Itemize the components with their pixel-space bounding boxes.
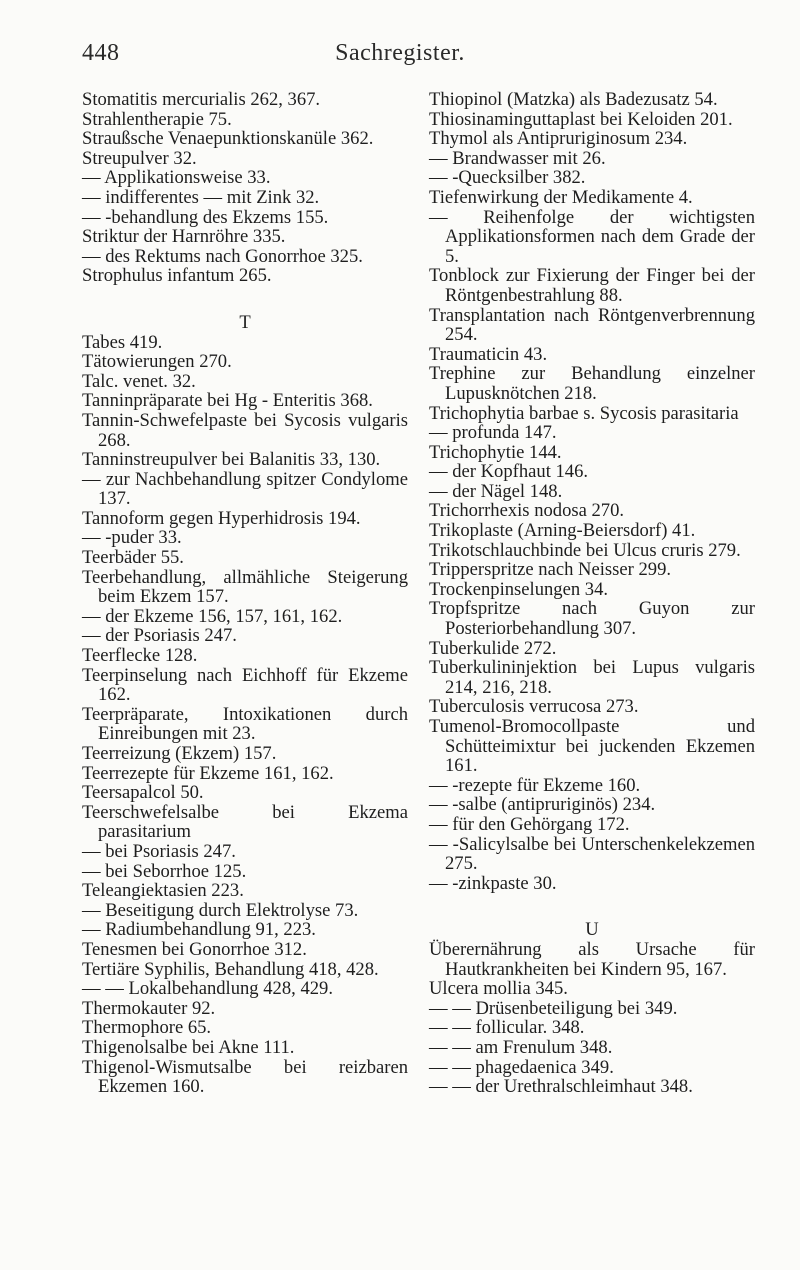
index-entry: — bei Psoriasis 247. [82,840,236,862]
index-entry: Teerpinselung nach Eichhoff für Ekzeme 162. [82,664,408,706]
index-entry: — der Nägel 148. [429,480,563,502]
index-entry: Teerflecke 128. [82,645,198,667]
index-entry: Thiosinaminguttaplast bei Keloiden 201. [429,108,733,130]
index-entry: — — der Urethralschleimhaut 348. [429,1076,693,1098]
index-entry: — -Quecksilber 382. [429,167,586,189]
page-title: Sachregister. [335,40,465,66]
index-entry: Teerpräparate, Intoxikationen durch Einreibungen mit 23. [82,703,408,745]
index-entry: Tonblock zur Fixierung der Finger bei der Röntgenbestrahlung 88. [429,265,755,306]
index-entry: — der Kopfhaut 146. [429,461,589,483]
index-entry: Trikoplaste (Arning-Beiersdorf) 41. [429,520,696,542]
index-entry: — der Ekzeme 156, 157, 161, 162. [82,605,343,627]
index-entry: Strahlentherapie 75. [82,108,232,130]
index-entry: Strophulus infantum 265. [82,265,272,287]
section-gap [429,893,755,920]
index-entry: Tripperspritze nach Neisser 299. [429,559,672,581]
section-letter: T [239,311,251,333]
index-entry: — Radiumbehandlung 91, 223. [82,919,316,941]
index-entry: Trichophytie 144. [429,441,562,463]
index-entry: Straußsche Venaepunktionskanüle 362. [82,128,374,150]
index-entry: Thigenol-Wismutsalbe bei reizbaren Ekzemen 160. [82,1056,408,1098]
index-entry: — -zinkpaste 30. [429,872,557,894]
index-entry: — -behandlung des Ekzems 155. [82,206,329,228]
index-entry: — Brandwasser mit 26. [429,147,606,169]
index-entry: Trichorrhexis nodosa 270. [429,500,625,522]
index-entry: — für den Gehörgang 172. [429,813,630,835]
section-gap [82,286,408,313]
index-entry: Teerreizung (Ekzem) 157. [82,743,277,764]
index-entry: Tanninstreupulver bei Balanitis 33, 130. [82,449,381,471]
page-header [0,40,800,70]
index-entry: — profunda 147. [429,422,557,444]
index-entry: — — Drüsenbeteiligung bei 349. [429,997,678,1019]
index-entry: Traumaticin 43. [429,343,548,365]
index-column-left [82,90,408,1097]
index-entry: — zur Nachbehandlung spitzer Condylome 137. [82,468,408,510]
index-entry: — — am Frenulum 348. [429,1036,613,1058]
page-number: 448 [82,40,120,66]
index-entry: — des Rektums nach Gonorrhoe 325. [82,245,363,267]
index-entry: Teerbehandlung, allmähliche Steigerung beim Ekzem 157. [82,566,408,608]
index-entry: — Beseitigung durch Elektrolyse 73. [82,899,359,921]
index-entry: Tuberkulininjektion bei Lupus vulgaris 214, 216, 218. [429,657,755,698]
index-entry: Stomatitis mercurialis 262, 367. [82,89,321,110]
index-entry: Streupulver 32. [82,147,197,169]
section-letter: U [585,919,599,941]
index-entry: — Reihenfolge der wichtigsten Applikationsformen nach dem Grade der 5. [429,206,755,267]
index-entry: — — phagedaenica 349. [429,1056,614,1078]
index-entry: — -Salicylsalbe bei Unterschenkelekzemen 275. [429,833,755,875]
index-entry: Transplantation nach Röntgenverbrennung 254. [429,304,755,346]
index-entry: Tabes 419. [82,331,163,353]
index-entry: Thymol als Antipruriginosum 234. [429,128,688,150]
index-entry: Talc. venet. 32. [82,370,196,392]
index-entry: Tannoform gegen Hyperhidrosis 194. [82,507,361,529]
index-entry: — Applikationsweise 33. [82,167,271,189]
index-entry: Tropfspritze nach Guyon zur Posteriorbehandlung 307. [429,598,755,640]
index-entry: Tertiäre Syphilis, Behandlung 418, 428. [82,958,379,980]
index-entry: Thiopinol (Matzka) als Badezusatz 54. [429,89,718,110]
index-entry: Tiefenwirkung der Medikamente 4. [429,186,693,208]
index-entry: Teersapalcol 50. [82,782,204,804]
index-entry: Thermokauter 92. [82,997,216,1019]
index-entry: Trephine zur Behandlung einzelner Lupusknötchen 218. [429,363,755,404]
index-entry: — bei Seborrhoe 125. [82,860,247,882]
index-entry: — der Psoriasis 247. [82,625,237,647]
index-entry: Tanninpräparate bei Hg - Enteritis 368. [82,390,373,412]
index-entry: — — follicular. 348. [429,1017,585,1039]
index-entry: — -salbe (antipruriginös) 234. [429,794,656,816]
index-entry: Trichophytia barbae s. Sycosis parasitaria [429,402,739,424]
index-column-right [429,90,755,1097]
index-entry: Überernährung als Ursache für Hautkrankheiten bei Kindern 95, 167. [429,938,755,980]
index-entry: Tuberculosis verrucosa 273. [429,696,639,718]
index-entry: — -puder 33. [82,527,182,549]
index-entry: Teerrezepte für Ekzeme 161, 162. [82,762,334,784]
index-entry: Tannin-Schwefelpaste bei Sycosis vulgaris 268. [82,409,408,451]
index-entry: Tumenol-Bromocollpaste und Schütteimixtur bei juckenden Ekzemen 161. [429,716,755,777]
index-entry: Striktur der Harnröhre 335. [82,226,286,248]
index-entry: — indifferentes — mit Zink 32. [82,186,320,208]
index-entry: Teerbäder 55. [82,547,184,569]
index-entry: Ulcera mollia 345. [429,978,568,1000]
index-entry: — — Lokalbehandlung 428, 429. [82,978,333,1000]
index-entry: — -rezepte für Ekzeme 160. [429,774,641,796]
index-entry: Trikotschlauchbinde bei Ulcus cruris 279. [429,539,741,561]
index-entry: Teerschwefelsalbe bei Ekzema parasitarium [82,801,408,843]
index-entry: Tenesmen bei Gonorrhoe 312. [82,938,307,960]
index-entry: Trockenpinselungen 34. [429,578,609,600]
index-entry: Thermophore 65. [82,1017,212,1039]
index-entry: Tuberkulide 272. [429,637,557,659]
index-entry: Teleangiektasien 223. [82,880,244,902]
index-entry: Thigenolsalbe bei Akne 111. [82,1036,295,1058]
index-entry: Tätowierungen 270. [82,351,232,373]
